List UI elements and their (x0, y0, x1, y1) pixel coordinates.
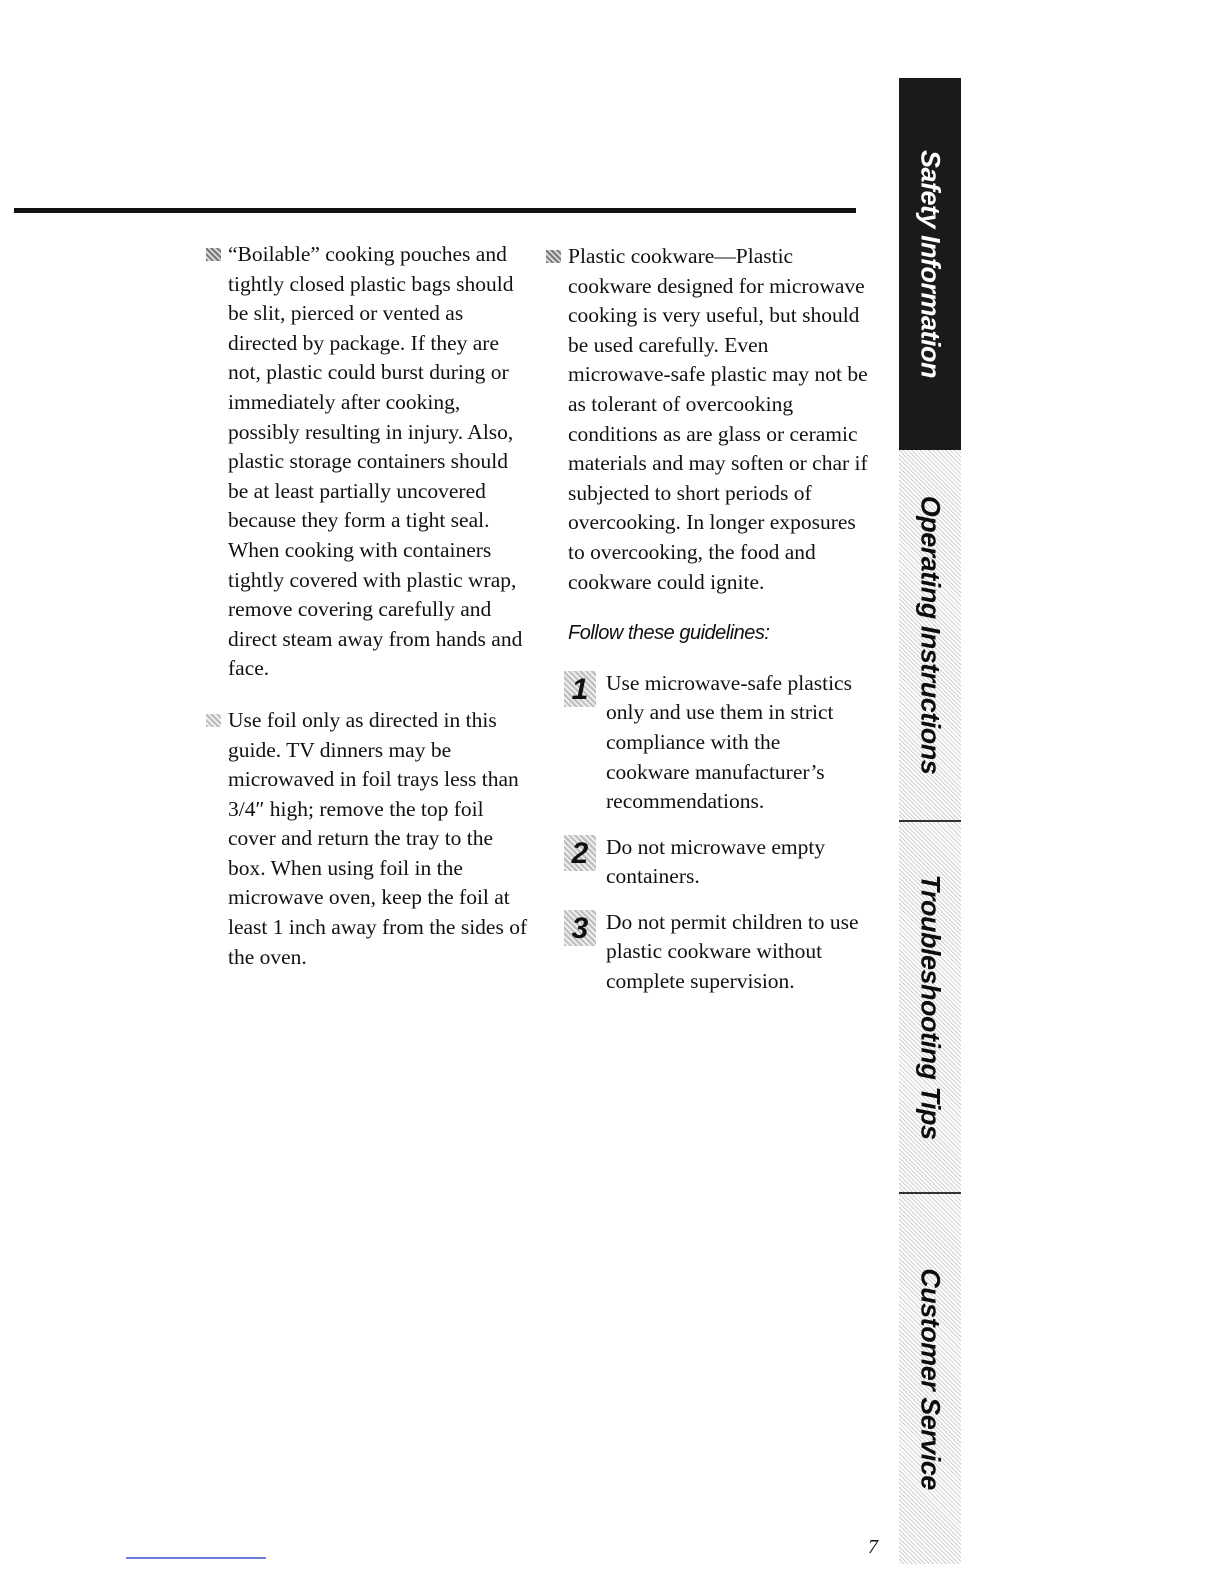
tab-troubleshooting-tips[interactable] (899, 822, 961, 1192)
square-bullet-icon (546, 250, 561, 263)
page-number: 7 (868, 1536, 878, 1558)
tab-safety-information[interactable] (899, 78, 961, 450)
foil-paragraph (228, 706, 528, 972)
paragraph-text: “Boilable” cooking pouches and tightly closed plastic bags should be slit, pierced or vented as directed by package. If they are not, plastic could burst during or immediately after cooking, possibly resulting in injury. Also, plastic storage containers should be at least partially uncovered because they form a tight seal. When cooking with containers tightly covered with plastic wrap, remove covering carefully and direct steam away from hands and face. (228, 242, 523, 681)
paragraph-text: Plastic cookware—Plastic cookware designed for microwave cooking is very useful, but should be used carefully. Even microwave-safe plastic may not be as tolerant of overcooking conditions as are glass or ceramic materials and may soften or char if subjected to short periods of overcooking. In longer exposures to overcooking, the food and cookware could ignite. (568, 244, 868, 594)
section-tabs (899, 78, 961, 1584)
step-text: Do not permit children to use plastic cookware without complete supervision. (606, 909, 859, 994)
step-text: Use microwave-safe plastics only and use them in strict compliance with the cookware manufacturer’s recommendations. (606, 670, 852, 814)
tab-label: Safety Information (915, 149, 946, 379)
guideline-step (568, 908, 868, 997)
tab-label: Troubleshooting Tips (915, 874, 946, 1140)
plastic-cookware-paragraph (568, 242, 868, 597)
top-rule (14, 208, 856, 213)
step-number-badge: 3 (564, 910, 596, 946)
footer-rule (126, 1557, 266, 1559)
guideline-step (568, 833, 868, 892)
square-bullet-icon (206, 248, 221, 261)
boilable-pouches-paragraph (228, 240, 528, 684)
step-text: Do not microwave empty containers. (606, 834, 826, 889)
paragraph-text: Use foil only as directed in this guide. TV dinners may be microwaved in foil trays less than 3/4″ high; remove the top foil cover and return the tray to the box. When using foil in the microwave oven, keep the foil at least 1 inch away from the sides of the oven. (228, 707, 528, 969)
step-number-badge: 2 (564, 835, 596, 871)
tab-operating-instructions[interactable] (899, 450, 961, 820)
left-column (228, 240, 528, 994)
guidelines-heading: Follow these guidelines: (568, 622, 770, 645)
square-bullet-icon (206, 714, 221, 727)
tab-label: Operating Instructions (915, 495, 946, 775)
guideline-step (568, 669, 868, 817)
tab-customer-service[interactable] (899, 1194, 961, 1564)
right-column (568, 242, 868, 1013)
step-number-badge: 1 (564, 671, 596, 707)
tab-label: Customer Service (915, 1268, 946, 1490)
